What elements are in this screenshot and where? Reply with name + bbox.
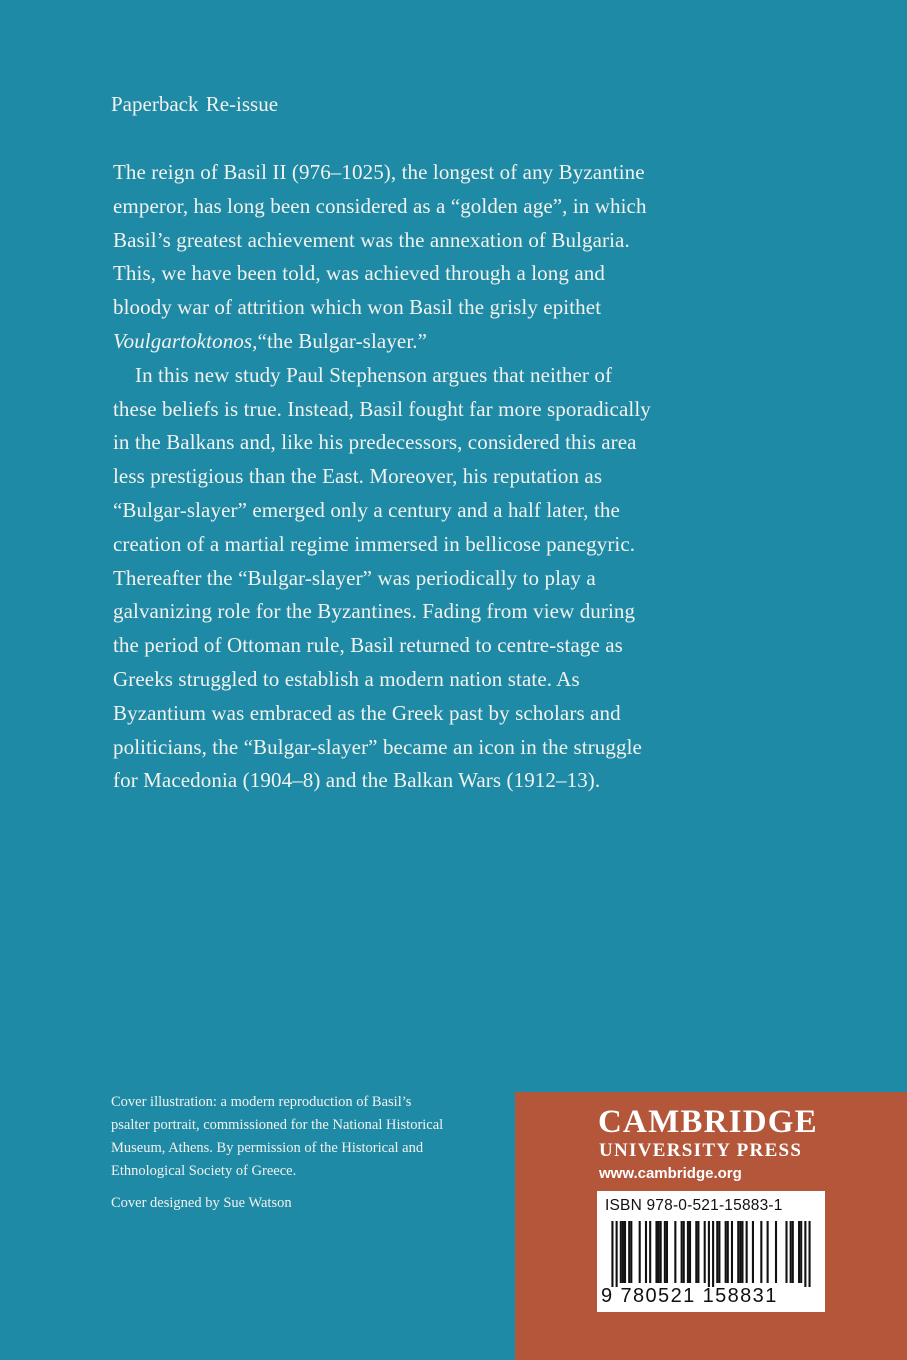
barcode-bar <box>752 1221 754 1283</box>
cover-credits <box>111 1091 506 1215</box>
barcode-bar <box>622 1221 624 1283</box>
barcode-bar <box>712 1221 714 1287</box>
credit-line: psalter portrait, commissioned for the National Historical <box>111 1117 444 1133</box>
isbn-label: ISBN 978-0-521-15883-1 <box>605 1197 783 1214</box>
barcode-bar <box>660 1221 662 1283</box>
illustration-credit <box>111 1091 506 1183</box>
epithet-translation: “the Bulgar-slayer.” <box>257 328 428 353</box>
barcode-bar <box>697 1221 699 1283</box>
barcode-bar <box>655 1221 657 1283</box>
blurb-line: emperor, has long been considered as a “golden age”, in which <box>113 193 647 218</box>
barcode-bar <box>718 1221 720 1283</box>
publisher-panel <box>515 1092 907 1360</box>
barcode-bar <box>716 1221 718 1283</box>
credit-line: Cover illustration: a modern reproduction of Basil’s <box>111 1094 412 1110</box>
barcode-bar <box>800 1221 802 1283</box>
barcode-bar <box>746 1221 748 1283</box>
barcode-bar <box>687 1221 689 1283</box>
blurb-line: politicians, the “Bulgar-slayer” became an icon in the struggle <box>113 734 642 759</box>
blurb-line: In this new study Paul Stephenson argues that neither of <box>135 362 613 387</box>
barcode-bar <box>639 1221 641 1283</box>
barcode-image <box>603 1221 819 1287</box>
blurb-text <box>113 156 693 798</box>
barcode-bar <box>611 1221 613 1287</box>
blurb-line: bloody war of attrition which won Basil the grisly epithet <box>113 295 602 320</box>
barcode-bar <box>681 1221 683 1283</box>
barcode-bar <box>790 1221 792 1283</box>
blurb-line: The reign of Basil II (976–1025), the longest of any Byzantine <box>113 160 645 184</box>
blurb-line: the period of Ottoman rule, Basil returned to centre-stage as <box>113 633 623 658</box>
barcode-bar <box>775 1221 777 1283</box>
barcode-bar <box>731 1221 733 1283</box>
barcode-bar <box>683 1221 685 1283</box>
blurb-line: in the Balkans and, like his predecessors, considered this area <box>113 430 637 455</box>
barcode-bar <box>798 1221 800 1283</box>
blurb-line: Byzantium was embraced as the Greek past by scholars and <box>113 700 621 725</box>
blurb-line: Greeks struggled to establish a modern nation state. As <box>113 666 580 691</box>
barcode-bar <box>760 1221 762 1283</box>
barcode-bar <box>689 1221 691 1283</box>
barcode-bar <box>785 1221 787 1283</box>
barcode-bar <box>674 1221 676 1283</box>
epithet-italic: Voulgartoktonos, <box>113 328 258 353</box>
blurb-line: “Bulgar-slayer” emerged only a century and a half later, the <box>113 497 620 522</box>
barcode-box <box>597 1191 825 1312</box>
barcode-bar <box>804 1221 806 1287</box>
barcode-bar <box>695 1221 697 1283</box>
barcode-bar <box>741 1221 743 1283</box>
blurb-line: Basil’s greatest achievement was the annexation of Bulgaria. <box>113 227 630 252</box>
blurb-line: creation of a martial regime immersed in bellicose panegyric. <box>113 531 636 556</box>
barcode-bar <box>666 1221 668 1283</box>
barcode-bar <box>727 1221 729 1283</box>
barcode-bar <box>792 1221 794 1283</box>
barcode-bar <box>630 1221 632 1283</box>
barcode-bar <box>664 1221 666 1283</box>
publisher-name: CAMBRIDGE <box>598 1104 818 1140</box>
barcode-bar <box>704 1221 706 1283</box>
designer-credit: Cover designed by Sue Watson <box>111 1195 292 1211</box>
barcode-bar <box>767 1221 769 1283</box>
barcode-bar <box>616 1221 618 1287</box>
barcode-bar <box>737 1221 739 1283</box>
barcode-bar <box>725 1221 727 1283</box>
blurb-line: This, we have been told, was achieved through a long and <box>113 261 605 286</box>
blurb-paragraph-2 <box>113 359 693 798</box>
blurb-line-epithet <box>113 325 693 359</box>
barcode-bar <box>708 1221 710 1287</box>
barcode-digits: 9 780521 158831 <box>601 1285 778 1307</box>
publisher-url: www.cambridge.org <box>599 1165 742 1182</box>
blurb-line: Thereafter the “Bulgar-slayer” was periodically to play a <box>113 565 596 590</box>
barcode-bar <box>809 1221 811 1287</box>
blurb-line: galvanizing role for the Byzantines. Fading from view during <box>113 599 636 624</box>
blurb-line: these beliefs is true. Instead, Basil fought far more sporadically <box>113 396 651 421</box>
edition-label: Paperback Re-issue <box>111 92 279 116</box>
credit-line: Museum, Athens. By permission of the Historical and <box>111 1140 424 1156</box>
barcode-bar <box>649 1221 651 1283</box>
barcode-bar <box>628 1221 630 1283</box>
barcode-bar <box>624 1221 626 1283</box>
publisher-subname: UNIVERSITY PRESS <box>599 1140 803 1161</box>
credit-line: Ethnological Society of Greece. <box>111 1163 297 1179</box>
blurb-line: for Macedonia (1904–8) and the Balkan Wars (1912–13). <box>113 768 601 793</box>
blurb-paragraph-1 <box>113 156 693 359</box>
barcode-bar <box>645 1221 647 1283</box>
barcode-bar <box>620 1221 622 1283</box>
blurb-line: less prestigious than the East. Moreover, his reputation as <box>113 464 603 489</box>
barcode-bar <box>739 1221 741 1283</box>
barcode-bar <box>658 1221 660 1283</box>
